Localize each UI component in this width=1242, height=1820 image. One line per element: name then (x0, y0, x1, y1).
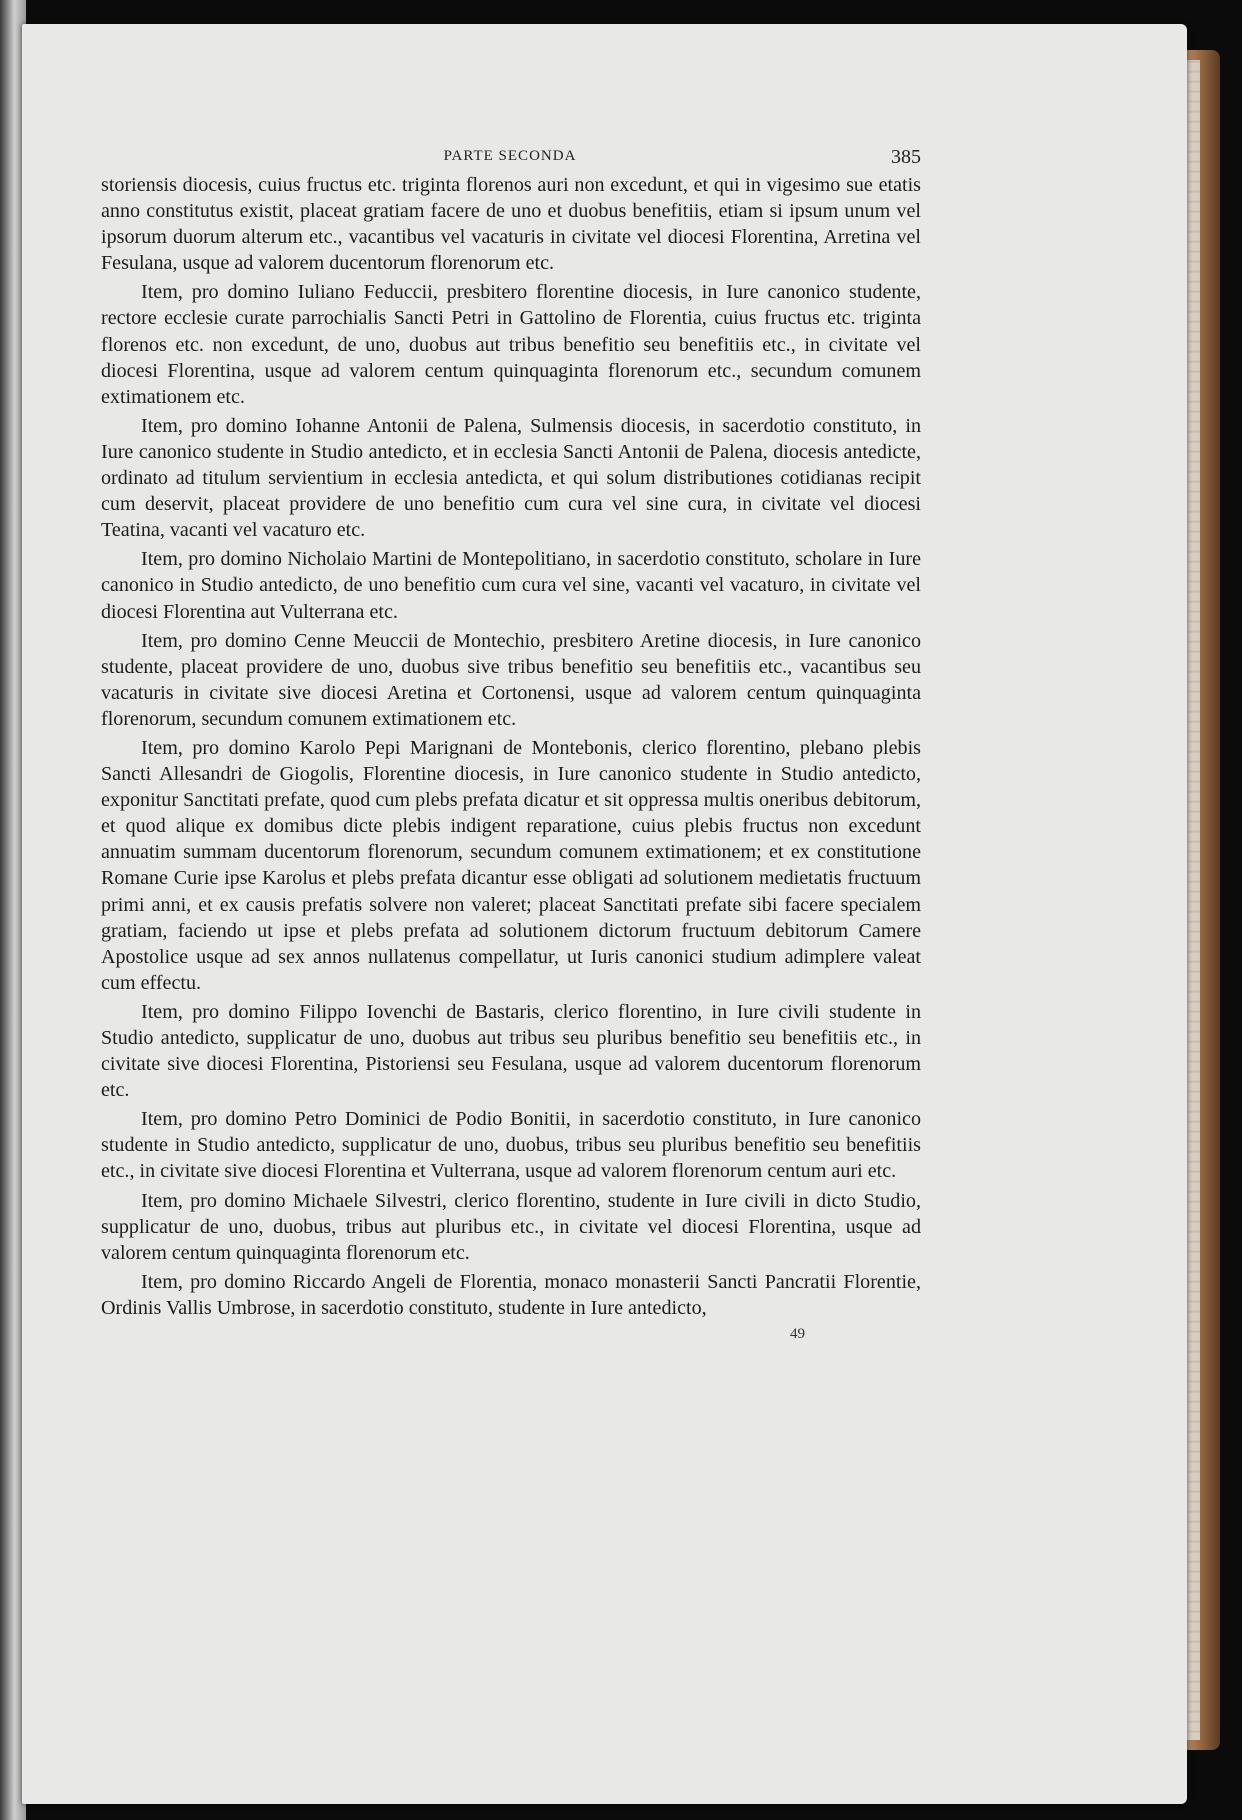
paragraph: Item, pro domino Iohanne Antonii de Palena, Sulmensis diocesis, in sacerdotio constituto, in Iure canonico studente in Studio antedicto, et in ecclesia Sancti Antonii de Palena, diocesis antedicte, ordinato ad titulum servientium in ecclesia antedicta, et qui solum distributiones cotidianas recipit cum deservit, placeat providere de uno benefitio cum cura vel sine cura, in civitate vel diocesi Teatina, vacanti vel vacaturo etc. (101, 414, 921, 542)
signature-mark: 49 (790, 1326, 805, 1342)
paragraph: Item, pro domino Petro Dominici de Podio Bonitii, in sacerdotio constituto, in Iure canonico studente in Studio antedicto, supplicatur de uno, duobus, tribus seu pluribus benefitio seu benefitiis etc., in civitate sive diocesi Florentina et Vulterrana, usque ad valorem florenorum centum auri etc. (101, 1108, 921, 1183)
paragraph: Item, pro domino Iuliano Feduccii, presbitero florentine diocesis, in Iure canonico studente, rectore ecclesie curate parrochialis Sancti Petri in Gattolino de Florentia, cuius fructus etc. triginta florenos etc. non excedunt, de uno, duobus aut tribus benefitio seu benefitiis etc., in civitate vel diocesi Florentina, usque ad valorem centum quinquaginta florenorum etc., secundum comunem extimationem etc. (101, 281, 921, 408)
paragraph: storiensis diocesis, cuius fructus etc. triginta florenos auri non excedunt, et qui in vigesimo sue etatis anno constitutus existit, placeat gratiam facere de uno et duobus benefitiis, etiam si ipsum unum vel ipsorum duorum alterum etc., vacantibus vel vacaturis in civitate vel diocesi Florentina, Arretina vel Fesulana, usque ad valorem ducentorum florenorum etc. (101, 174, 921, 275)
paragraph: Item, pro domino Karolo Pepi Marignani de Montebonis, clerico florentino, plebano plebis Sancti Allesandri de Giogolis, Florentine diocesis, in Iure canonico studente in Studio antedicto, exponitur Sanctitati prefate, quod cum plebs prefata dicatur et sit oppressa multis oneribus debitorum, et quod alique ex domibus dicte plebis indigent reparatione, cuius plebis fructus non excedunt annuatim summam ducentorum florenorum, secundum comunem extimationem; et ex constitutione Romane Curie ipse Karolus et plebs prefata dicantur esse obligati ad solutionem medietatis fructuum primi anni, et ex causis prefatis solvere non valeret; placeat Sanctitati prefate sibi facere specialem gratiam, faciendo ut ipse et plebs prefata ad solutionem dictorum fructuum debitorum Camere Apostolice usque ad sex annos nullatenus compellatur, ut Iuris canonici studium adimplere valeat cum effectu. (101, 736, 921, 994)
body-text (101, 172, 921, 1324)
page-number: 385 (891, 146, 921, 168)
paragraph: Item, pro domino Cenne Meuccii de Montechio, presbitero Aretine diocesis, in Iure canonico studente, placeat providere de uno, duobus sive tribus benefitio seu benefitiis etc., vacantibus seu vacaturis in civitate sive diocesi Aretina et Cortonensi, usque ad valorem centum quinquaginta florenorum, secundum comunem extimationem etc. (101, 629, 921, 730)
paragraph: Item, pro domino Riccardo Angeli de Florentia, monaco monasterii Sancti Pancratii Florentie, Ordinis Vallis Umbrose, in sacerdotio constituto, studente in Iure antedicto, (101, 1270, 921, 1319)
paragraph: Item, pro domino Filippo Iovenchi de Bastaris, clerico florentino, in Iure civili studente in Studio antedicto, supplicatur de uno, duobus aut tribus seu pluribus benefitio seu benefitiis etc., in civitate sive diocesi Florentina, Pistoriensi seu Fesulana, usque ad valorem ducentorum florenorum etc. (101, 1000, 921, 1102)
running-head: PARTE SECONDA (443, 148, 577, 164)
paragraph: Item, pro domino Nicholaio Martini de Montepolitiano, in sacerdotio constituto, scholare in Iure canonico in Studio antedicto, de uno benefitio cum cura vel sine, vacanti vel vacaturo, in civitate vel diocesi Florentina aut Vulterrana etc. (101, 548, 921, 623)
paragraph: Item, pro domino Michaele Silvestri, clerico florentino, studente in Iure civili in dicto Studio, supplicatur de uno, duobus, tribus aut pluribus etc., in civitate vel diocesi Florentina, usque ad valorem centum quinquaginta florenorum etc. (101, 1189, 921, 1264)
